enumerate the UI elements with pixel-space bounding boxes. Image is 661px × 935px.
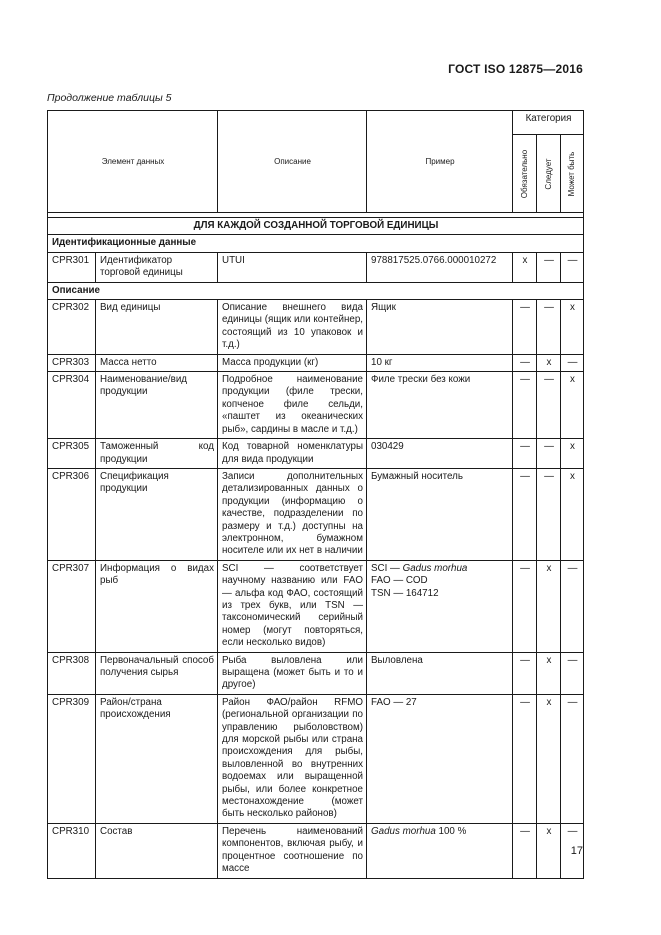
example-species: Gadus morhua [371, 825, 436, 837]
table-row [48, 300, 584, 355]
row-should: x [537, 823, 561, 878]
table-row [48, 694, 584, 823]
example-fao: FAO — COD [371, 575, 428, 587]
table-caption: Продолжение таблицы 5 [47, 92, 172, 104]
row-example: Бумажный носитель [367, 468, 513, 560]
row-mandatory: — [513, 468, 537, 560]
row-should: — [537, 300, 561, 355]
row-example: FAO — 27 [367, 694, 513, 823]
row-may: — [561, 354, 584, 371]
row-code: CPR302 [48, 300, 96, 355]
row-desc: Записи дополнительных детализированных данных о продукции (информацию о качестве, подразделении по размеру и т.д.) доступны на электронном, бумажном носителе или их нет в наличии [218, 468, 367, 560]
header-example: Пример [367, 111, 513, 213]
header-may: Может быть [561, 135, 584, 213]
row-example: 030429 [367, 439, 513, 469]
row-code: CPR301 [48, 252, 96, 282]
example-tsn: TSN — 164712 [371, 587, 439, 599]
row-name: Район/страна происхождения [96, 694, 218, 823]
header-mandatory: Обязательно [513, 135, 537, 213]
row-may: — [561, 560, 584, 652]
row-may: — [561, 252, 584, 282]
row-mandatory: — [513, 560, 537, 652]
row-should: x [537, 354, 561, 371]
row-should: x [537, 560, 561, 652]
row-may: x [561, 439, 584, 469]
group-identification: Идентификационные данные [48, 235, 584, 252]
row-example: Выловлена [367, 652, 513, 694]
header-should: Следует [537, 135, 561, 213]
row-desc: UTUI [218, 252, 367, 282]
row-desc: Перечень наименований компонентов, включая рыбу, и процентное соотношение по массе [218, 823, 367, 878]
row-example: 10 кг [367, 354, 513, 371]
row-code: CPR310 [48, 823, 96, 878]
row-mandatory: — [513, 354, 537, 371]
row-code: CPR304 [48, 372, 96, 439]
row-code: CPR303 [48, 354, 96, 371]
row-code: CPR306 [48, 468, 96, 560]
table-row [48, 439, 584, 469]
row-example [367, 823, 513, 878]
page-number: 17 [570, 845, 583, 857]
row-should: — [537, 439, 561, 469]
row-may: x [561, 300, 584, 355]
example-sci-prefix: SCI — [371, 562, 403, 574]
row-should: x [537, 652, 561, 694]
table-row [48, 823, 584, 878]
example-sci-name: Gadus morhua [402, 562, 468, 574]
row-example: Ящик [367, 300, 513, 355]
row-desc: Подробное наименование продукции (филе трески, копченое филе сельди, «паштет из океанических рыб», сардины в масле и т.д.) [218, 372, 367, 439]
row-name: Масса нетто [96, 354, 218, 371]
row-desc: Описание внешнего вида единицы (ящик или контейнер, состоящий из 10 упаковок и т.д.) [218, 300, 367, 355]
row-should: — [537, 468, 561, 560]
row-code: CPR309 [48, 694, 96, 823]
data-table [47, 110, 584, 879]
row-name: Наименование/вид продукции [96, 372, 218, 439]
row-should: — [537, 372, 561, 439]
table-row [48, 252, 584, 282]
row-mandatory: x [513, 252, 537, 282]
row-code: CPR305 [48, 439, 96, 469]
row-mandatory: — [513, 372, 537, 439]
row-example [367, 560, 513, 652]
table-row [48, 468, 584, 560]
row-may: — [561, 652, 584, 694]
group-description: Описание [48, 282, 584, 299]
row-code: CPR307 [48, 560, 96, 652]
table-row [48, 354, 584, 371]
section-title: ДЛЯ КАЖДОЙ СОЗДАННОЙ ТОРГОВОЙ ЕДИНИЦЫ [48, 218, 584, 235]
row-name: Идентификатор торговой единицы [96, 252, 218, 282]
row-name: Первоначальный способ получения сырья [96, 652, 218, 694]
row-example: Филе трески без кожи [367, 372, 513, 439]
row-name: Таможенный код продукции [96, 439, 218, 469]
header-element: Элемент данных [48, 111, 218, 213]
row-name: Информация о видах рыб [96, 560, 218, 652]
row-desc: Масса продукции (кг) [218, 354, 367, 371]
table-row [48, 372, 584, 439]
row-desc: Район ФАО/район RFMO (региональной организации по управлению рыболовством) для морской рыбы или страна происхождения для рыбы, выловленной во внутренних водоемах или выращенной рыбы, или более конкретное местонахождение (может быть несколько районов) [218, 694, 367, 823]
row-desc: Рыба выловлена или выращена (может быть и то и другое) [218, 652, 367, 694]
row-example: 978817525.0766.000010272 [367, 252, 513, 282]
standard-number: ГОСТ ISO 12875—2016 [448, 62, 583, 76]
table-row [48, 560, 584, 652]
row-name: Состав [96, 823, 218, 878]
row-name: Спецификация продукции [96, 468, 218, 560]
row-mandatory: — [513, 652, 537, 694]
table-row [48, 652, 584, 694]
row-should: — [537, 252, 561, 282]
row-may: — [561, 694, 584, 823]
example-percent: 100 % [435, 825, 467, 837]
row-desc: SCI — соответствует научному названию или FAO — альфа код ФАО, состоящий из трех букв, или TSN — таксономический серийный номер (могут повторяться, если несколько видов) [218, 560, 367, 652]
header-category: Категория [513, 111, 584, 135]
row-may: — [561, 823, 584, 878]
row-may: x [561, 468, 584, 560]
row-mandatory: — [513, 823, 537, 878]
row-mandatory: — [513, 439, 537, 469]
row-name: Вид единицы [96, 300, 218, 355]
row-mandatory: — [513, 300, 537, 355]
row-desc: Код товарной номенклатуры для вида продукции [218, 439, 367, 469]
row-may: x [561, 372, 584, 439]
row-mandatory: — [513, 694, 537, 823]
row-code: CPR308 [48, 652, 96, 694]
header-description: Описание [218, 111, 367, 213]
row-should: x [537, 694, 561, 823]
